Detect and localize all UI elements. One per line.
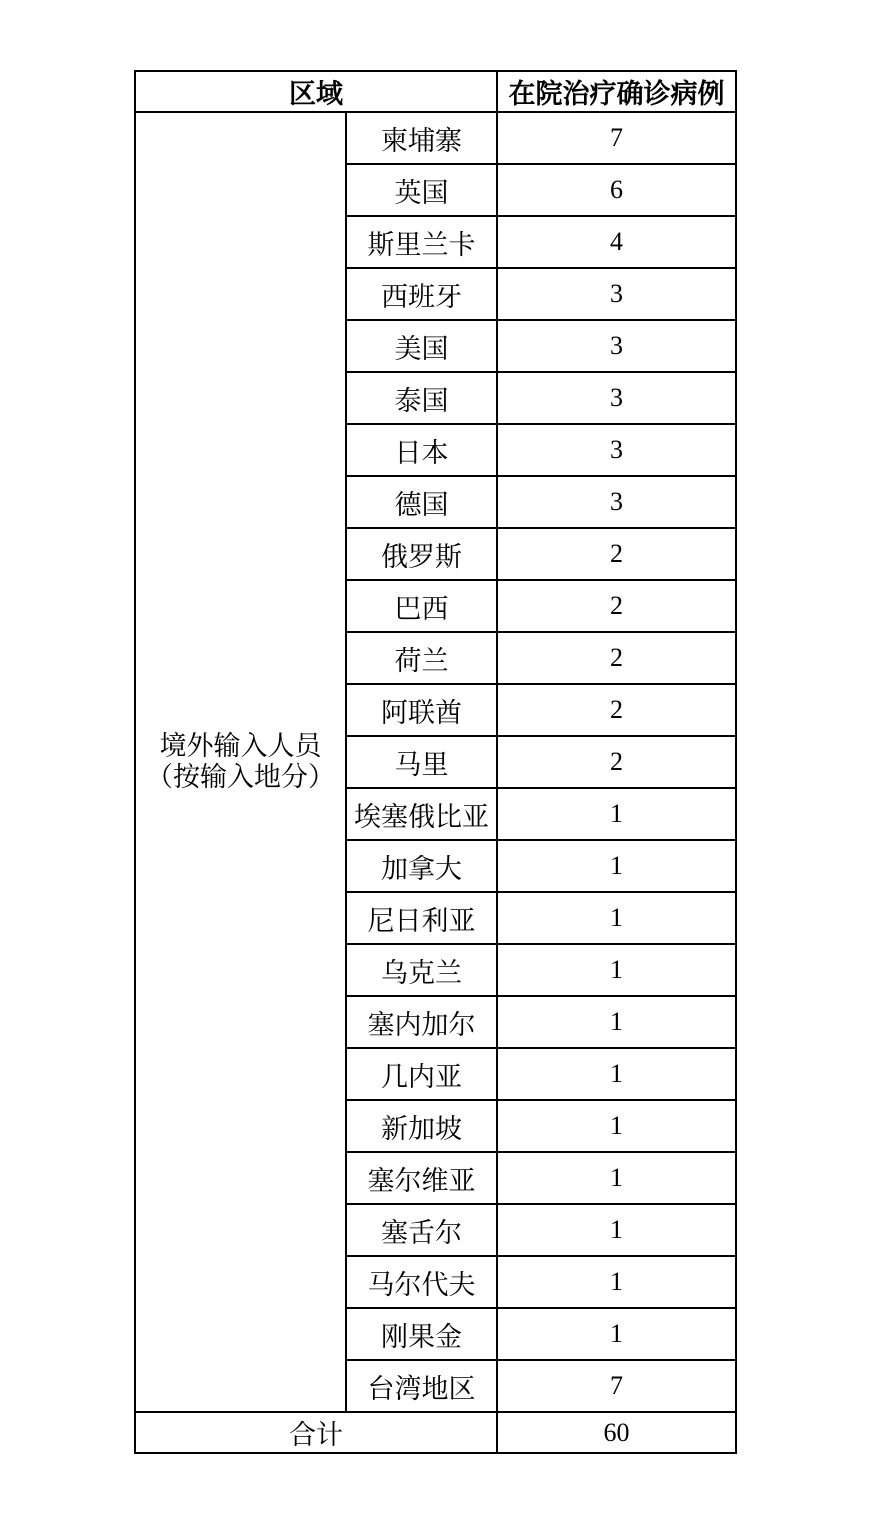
country-cell: 几内亚 — [346, 1048, 497, 1100]
country-cell: 斯里兰卡 — [346, 216, 497, 268]
country-cell: 刚果金 — [346, 1308, 497, 1360]
table-header-row — [135, 71, 736, 112]
count-cell: 7 — [497, 112, 736, 164]
count-cell: 7 — [497, 1360, 736, 1412]
country-cell: 美国 — [346, 320, 497, 372]
country-cell: 塞舌尔 — [346, 1204, 497, 1256]
country-cell: 塞尔维亚 — [346, 1152, 497, 1204]
count-cell: 1 — [497, 944, 736, 996]
country-cell: 加拿大 — [346, 840, 497, 892]
group-label — [135, 112, 346, 1412]
country-cell: 泰国 — [346, 372, 497, 424]
count-cell: 1 — [497, 840, 736, 892]
count-cell: 1 — [497, 1308, 736, 1360]
group-label-line2: （按输入地分） — [146, 762, 335, 793]
count-cell: 3 — [497, 424, 736, 476]
count-cell: 2 — [497, 736, 736, 788]
country-cell: 俄罗斯 — [346, 528, 497, 580]
count-cell: 1 — [497, 1100, 736, 1152]
count-cell: 1 — [497, 788, 736, 840]
count-cell: 3 — [497, 476, 736, 528]
count-cell: 3 — [497, 372, 736, 424]
country-cell: 德国 — [346, 476, 497, 528]
count-cell: 3 — [497, 268, 736, 320]
count-cell: 1 — [497, 1256, 736, 1308]
count-cell: 6 — [497, 164, 736, 216]
country-cell: 西班牙 — [346, 268, 497, 320]
count-cell: 1 — [497, 1204, 736, 1256]
total-label: 合计 — [135, 1412, 497, 1453]
country-cell: 埃塞俄比亚 — [346, 788, 497, 840]
country-cell: 阿联酋 — [346, 684, 497, 736]
count-cell: 1 — [497, 892, 736, 944]
count-cell: 2 — [497, 580, 736, 632]
count-cell: 2 — [497, 684, 736, 736]
country-cell: 柬埔寨 — [346, 112, 497, 164]
country-cell: 尼日利亚 — [346, 892, 497, 944]
case-table — [134, 70, 737, 1454]
country-cell: 荷兰 — [346, 632, 497, 684]
cases-header: 在院治疗确诊病例 — [497, 71, 736, 112]
count-cell: 1 — [497, 1048, 736, 1100]
country-cell: 新加坡 — [346, 1100, 497, 1152]
country-cell: 台湾地区 — [346, 1360, 497, 1412]
count-cell: 2 — [497, 632, 736, 684]
table-row — [135, 112, 736, 164]
total-value: 60 — [497, 1412, 736, 1453]
group-label-line1: 境外输入人员 — [159, 731, 322, 762]
count-cell: 1 — [497, 1152, 736, 1204]
count-cell: 1 — [497, 996, 736, 1048]
country-cell: 马尔代夫 — [346, 1256, 497, 1308]
country-cell: 英国 — [346, 164, 497, 216]
country-cell: 日本 — [346, 424, 497, 476]
country-cell: 马里 — [346, 736, 497, 788]
count-cell: 3 — [497, 320, 736, 372]
count-cell: 2 — [497, 528, 736, 580]
total-row — [135, 1412, 736, 1453]
country-cell: 塞内加尔 — [346, 996, 497, 1048]
country-cell: 巴西 — [346, 580, 497, 632]
region-header: 区域 — [135, 71, 497, 112]
count-cell: 4 — [497, 216, 736, 268]
country-cell: 乌克兰 — [346, 944, 497, 996]
